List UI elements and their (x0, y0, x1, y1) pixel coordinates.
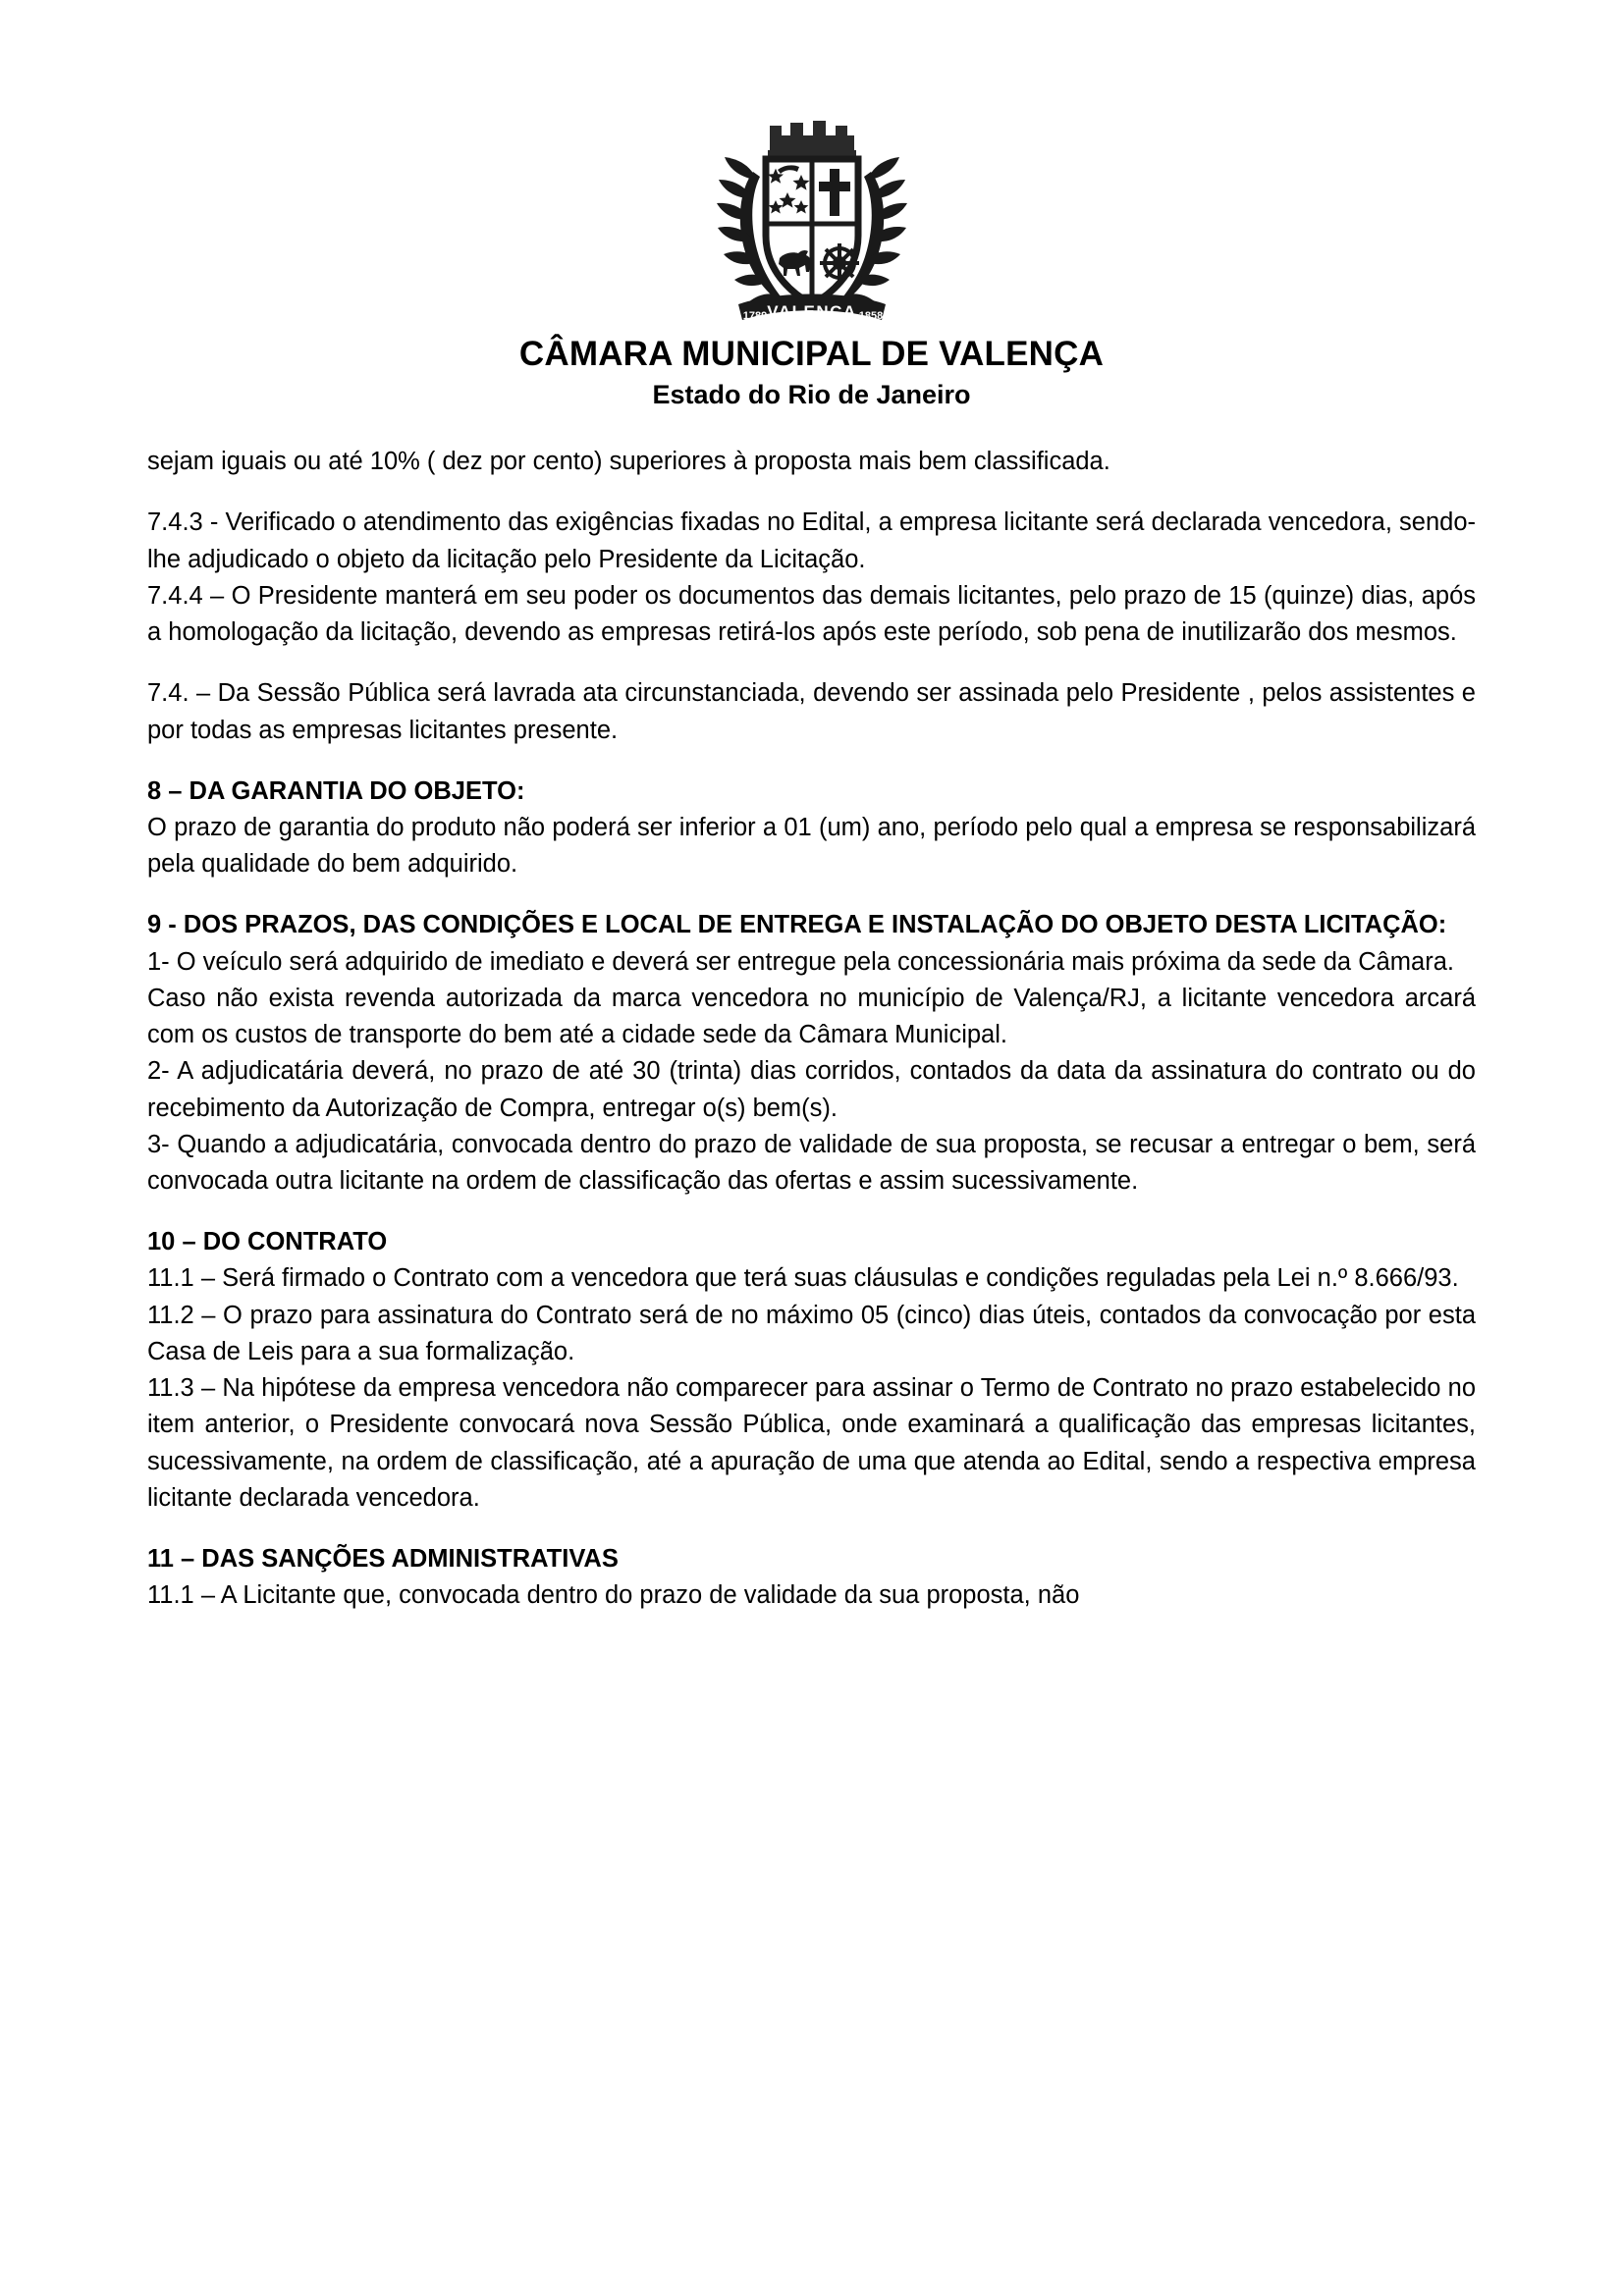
section-9-item-1b: Caso não exista revenda autorizada da marca vencedora no município de Valença/RJ, a licitante vencedora arcará com os custos de transporte do bem até a cidade sede da Câmara Municipal. (147, 984, 1476, 1049)
section-9-item-3: 3- Quando a adjudicatária, convocada dentro do prazo de validade de sua proposta, se recusar a entregar o bem, será convocada outra licitante na ordem de classificação das ofertas e assim sucessivamente. (147, 1130, 1476, 1195)
section-10-item-11-3: 11.3 – Na hipótese da empresa vencedora não comparecer para assinar o Termo de Contrato no prazo estabelecido no item anterior, o Presidente convocará nova Sessão Pública, onde examinará a qualificação das empresas licitantes, sucessivamente, na ordem de classificação, até a apuração de uma que atenda ao Edital, sendo a respectiva empresa licitante declarada vencedora. (147, 1374, 1476, 1512)
document-body (147, 444, 1476, 1614)
svg-text:1858: 1858 (858, 310, 883, 322)
organization-subtitle: Estado do Rio de Janeiro (652, 380, 971, 410)
section-8-title: 8 – DA GARANTIA DO OBJETO: (147, 776, 525, 805)
section-9-title: 9 - DOS PRAZOS, DAS CONDIÇÕES E LOCAL DE ENTREGA E INSTALAÇÃO DO OBJETO DESTA LICITAÇÃO: (147, 911, 1447, 939)
section-11-item-11-1: 11.1 – A Licitante que, convocada dentro do prazo de validade da sua proposta, não (147, 1581, 1080, 1610)
section-10-title: 10 – DO CONTRATO (147, 1228, 388, 1256)
section-8-body: O prazo de garantia do produto não poderá ser inferior a 01 (um) ano, período pelo qual a empresa se responsabilizará pela qualidade do bem adquirido. (147, 814, 1476, 879)
section-9-item-2: 2- A adjudicatária deverá, no prazo de até 30 (trinta) dias corridos, contados da data da assinatura do contrato ou do recebimento da Autorização de Compra, entregar o(s) bem(s). (147, 1057, 1476, 1122)
item-7-4-3: 7.4.3 - Verificado o atendimento das exigências fixadas no Edital, a empresa licitante será declarada vencedora, sendo-lhe adjudicado o objeto da licitação pelo Presidente da Licitação. (147, 508, 1476, 573)
organization-title: CÂMARA MUNICIPAL DE VALENÇA (518, 335, 1105, 373)
section-10-item-11-2: 11.2 – O prazo para assinatura do Contrato será de no máximo 05 (cinco) dias úteis, contados da convocação por esta Casa de Leis para a sua formalização. (147, 1301, 1476, 1365)
coat-of-arms-icon (699, 118, 925, 329)
section-11-title: 11 – DAS SANÇÕES ADMINISTRATIVAS (147, 1544, 619, 1573)
item-7-4-4: 7.4.4 – O Presidente manterá em seu poder os documentos das demais licitantes, pelo prazo de 15 (quinze) dias, após a homologação da licitação, devendo as empresas retirá-los após este período, sob pena de inutilizarão dos mesmos. (147, 581, 1476, 647)
document-header (147, 118, 1476, 410)
svg-text:VALENÇA: VALENÇA (766, 302, 857, 321)
section-9-item-1: 1- O veículo será adquirido de imediato e deverá ser entregue pela concessionária mais próxima da sede da Câmara. (147, 947, 1454, 976)
section-10-item-11-1: 11.1 – Será firmado o Contrato com a vencedora que terá suas cláusulas e condições reguladas pela Lei n.º 8.666/93. (147, 1264, 1459, 1293)
svg-text:1789: 1789 (742, 310, 767, 322)
item-7-4: 7.4. – Da Sessão Pública será lavrada ata circunstanciada, devendo ser assinada pelo Presidente , pelos assistentes e por todas as empresas licitantes presente. (147, 679, 1476, 744)
continuation-line: sejam iguais ou até 10% ( dez por cento) superiores à proposta mais bem classificada. (147, 448, 1110, 476)
